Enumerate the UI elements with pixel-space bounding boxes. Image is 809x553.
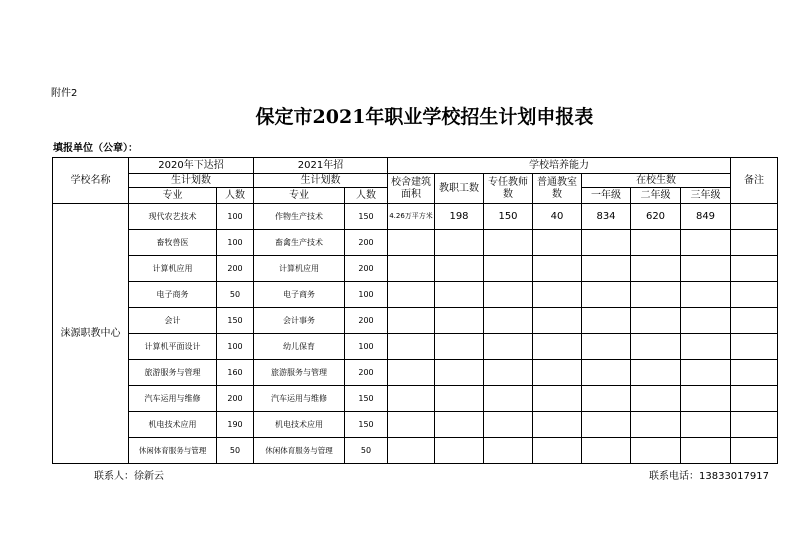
count-2021-cell: 100 bbox=[345, 282, 388, 308]
empty-cell bbox=[681, 282, 731, 308]
empty-cell bbox=[681, 308, 731, 334]
major-2020-cell: 现代农艺技术 bbox=[129, 204, 217, 230]
table-row bbox=[53, 282, 778, 308]
floor-area-value: 4.26万平方米 bbox=[388, 204, 435, 230]
empty-cell bbox=[533, 230, 582, 256]
empty-cell bbox=[484, 360, 533, 386]
empty-cell bbox=[388, 230, 435, 256]
count-2020-cell: 100 bbox=[217, 334, 254, 360]
empty-cell bbox=[484, 334, 533, 360]
count-2021-cell: 150 bbox=[345, 412, 388, 438]
empty-cell bbox=[681, 386, 731, 412]
empty-cell bbox=[731, 282, 778, 308]
empty-cell bbox=[582, 334, 631, 360]
count-2020-cell: 50 bbox=[217, 282, 254, 308]
empty-cell bbox=[681, 256, 731, 282]
count-2021-cell: 50 bbox=[345, 438, 388, 464]
major-2021-cell: 汽车运用与维修 bbox=[254, 386, 345, 412]
empty-cell bbox=[388, 334, 435, 360]
count-2020-cell: 50 bbox=[217, 438, 254, 464]
empty-cell bbox=[582, 230, 631, 256]
empty-cell bbox=[582, 256, 631, 282]
count-2021-cell: 150 bbox=[345, 386, 388, 412]
count-2020-cell: 100 bbox=[217, 204, 254, 230]
header-count-2021: 人数 bbox=[345, 188, 388, 204]
empty-cell bbox=[484, 308, 533, 334]
header-grade1: 一年级 bbox=[582, 188, 631, 204]
header-plan-2020: 2020年下达招 bbox=[129, 158, 254, 174]
major-2021-cell: 幼儿保育 bbox=[254, 334, 345, 360]
contact-person: 联系人：徐新云 bbox=[94, 471, 164, 482]
major-2020-cell: 计算机平面设计 bbox=[129, 334, 217, 360]
empty-cell bbox=[631, 438, 681, 464]
staff-value: 198 bbox=[435, 204, 484, 230]
count-2020-cell: 150 bbox=[217, 308, 254, 334]
major-2021-cell: 旅游服务与管理 bbox=[254, 360, 345, 386]
empty-cell bbox=[533, 438, 582, 464]
school-name-cell: 涞源职教中心 bbox=[53, 204, 129, 464]
header-major-2021: 专业 bbox=[254, 188, 345, 204]
empty-cell bbox=[533, 386, 582, 412]
empty-cell bbox=[731, 308, 778, 334]
empty-cell bbox=[681, 438, 731, 464]
header-plan-2021: 2021年招 bbox=[254, 158, 388, 174]
empty-cell bbox=[631, 334, 681, 360]
empty-cell bbox=[388, 308, 435, 334]
header-teachers: 专任教师数 bbox=[484, 174, 533, 204]
major-2021-cell: 计算机应用 bbox=[254, 256, 345, 282]
count-2021-cell: 200 bbox=[345, 360, 388, 386]
count-2020-cell: 200 bbox=[217, 386, 254, 412]
empty-cell bbox=[731, 438, 778, 464]
count-2020-cell: 190 bbox=[217, 412, 254, 438]
major-2021-cell: 机电技术应用 bbox=[254, 412, 345, 438]
header-enroll-plan-2020: 生计划数 bbox=[129, 174, 254, 188]
empty-cell bbox=[631, 360, 681, 386]
contact-phone: 联系电话：13833017917 bbox=[649, 471, 769, 482]
empty-cell bbox=[631, 282, 681, 308]
empty-cell bbox=[631, 386, 681, 412]
major-2020-cell: 畜牧兽医 bbox=[129, 230, 217, 256]
empty-cell bbox=[484, 386, 533, 412]
empty-cell bbox=[731, 230, 778, 256]
empty-cell bbox=[388, 386, 435, 412]
empty-cell bbox=[533, 412, 582, 438]
empty-cell bbox=[388, 438, 435, 464]
empty-cell bbox=[435, 386, 484, 412]
count-2020-cell: 160 bbox=[217, 360, 254, 386]
table-row bbox=[53, 204, 778, 230]
empty-cell bbox=[533, 282, 582, 308]
empty-cell bbox=[731, 412, 778, 438]
empty-cell bbox=[484, 256, 533, 282]
major-2020-cell: 计算机应用 bbox=[129, 256, 217, 282]
header-remarks: 备注 bbox=[731, 158, 778, 204]
major-2021-cell: 电子商务 bbox=[254, 282, 345, 308]
major-2020-cell: 旅游服务与管理 bbox=[129, 360, 217, 386]
major-2021-cell: 畜禽生产技术 bbox=[254, 230, 345, 256]
major-2021-cell: 休闲体育服务与管理 bbox=[254, 438, 345, 464]
empty-cell bbox=[435, 438, 484, 464]
empty-cell bbox=[582, 438, 631, 464]
empty-cell bbox=[731, 386, 778, 412]
table-row bbox=[53, 308, 778, 334]
empty-cell bbox=[435, 230, 484, 256]
empty-cell bbox=[435, 256, 484, 282]
empty-cell bbox=[631, 308, 681, 334]
header-school-name: 学校名称 bbox=[53, 158, 129, 204]
header-count-2020: 人数 bbox=[217, 188, 254, 204]
empty-cell bbox=[582, 360, 631, 386]
empty-cell bbox=[731, 360, 778, 386]
empty-cell bbox=[484, 438, 533, 464]
empty-cell bbox=[582, 412, 631, 438]
empty-cell bbox=[388, 412, 435, 438]
empty-cell bbox=[631, 256, 681, 282]
empty-cell bbox=[435, 360, 484, 386]
major-2020-cell: 会计 bbox=[129, 308, 217, 334]
major-2020-cell: 汽车运用与维修 bbox=[129, 386, 217, 412]
count-2021-cell: 100 bbox=[345, 334, 388, 360]
empty-cell bbox=[533, 308, 582, 334]
header-floor-area: 校舍建筑面积 bbox=[388, 174, 435, 204]
table-row bbox=[53, 230, 778, 256]
empty-cell bbox=[681, 360, 731, 386]
empty-cell bbox=[533, 334, 582, 360]
count-2021-cell: 200 bbox=[345, 230, 388, 256]
empty-cell bbox=[484, 412, 533, 438]
table-row bbox=[53, 412, 778, 438]
page-title: 保定市2021年职业学校招生计划申报表 bbox=[255, 106, 594, 128]
table-row bbox=[53, 360, 778, 386]
count-2021-cell: 150 bbox=[345, 204, 388, 230]
empty-cell bbox=[631, 230, 681, 256]
empty-cell bbox=[533, 360, 582, 386]
empty-cell bbox=[533, 256, 582, 282]
empty-cell bbox=[388, 360, 435, 386]
table-row bbox=[53, 386, 778, 412]
header-grade3: 三年级 bbox=[681, 188, 731, 204]
major-2020-cell: 休闲体育服务与管理 bbox=[129, 438, 217, 464]
header-students: 在校生数 bbox=[582, 174, 731, 188]
major-2021-cell: 会计事务 bbox=[254, 308, 345, 334]
empty-cell bbox=[582, 386, 631, 412]
header-grade2: 二年级 bbox=[631, 188, 681, 204]
unit-label: 填报单位（公章）： bbox=[53, 143, 138, 154]
empty-cell bbox=[731, 334, 778, 360]
empty-cell bbox=[681, 412, 731, 438]
empty-cell bbox=[484, 230, 533, 256]
grade3-value: 849 bbox=[681, 204, 731, 230]
empty-cell bbox=[582, 282, 631, 308]
empty-cell bbox=[435, 412, 484, 438]
empty-cell bbox=[484, 282, 533, 308]
empty-cell bbox=[435, 308, 484, 334]
major-2021-cell: 作物生产技术 bbox=[254, 204, 345, 230]
empty-cell bbox=[435, 334, 484, 360]
header-major-2020: 专业 bbox=[129, 188, 217, 204]
table-row bbox=[53, 334, 778, 360]
grade2-value: 620 bbox=[631, 204, 681, 230]
count-2021-cell: 200 bbox=[345, 308, 388, 334]
enrollment-plan-table bbox=[52, 157, 778, 464]
header-enroll-plan-2021: 生计划数 bbox=[254, 174, 388, 188]
table-row bbox=[53, 256, 778, 282]
header-staff: 教职工数 bbox=[435, 174, 484, 204]
grade1-value: 834 bbox=[582, 204, 631, 230]
empty-cell bbox=[631, 412, 681, 438]
empty-cell bbox=[435, 282, 484, 308]
empty-cell bbox=[388, 282, 435, 308]
empty-cell bbox=[388, 256, 435, 282]
count-2020-cell: 200 bbox=[217, 256, 254, 282]
count-2020-cell: 100 bbox=[217, 230, 254, 256]
teachers-value: 150 bbox=[484, 204, 533, 230]
empty-cell bbox=[681, 334, 731, 360]
classrooms-value: 40 bbox=[533, 204, 582, 230]
major-2020-cell: 电子商务 bbox=[129, 282, 217, 308]
major-2020-cell: 机电技术应用 bbox=[129, 412, 217, 438]
empty-cell bbox=[582, 308, 631, 334]
empty-cell bbox=[731, 256, 778, 282]
table-row bbox=[53, 438, 778, 464]
header-capacity: 学校培养能力 bbox=[388, 158, 731, 174]
remarks-cell bbox=[731, 204, 778, 230]
header-classrooms: 普通教室数 bbox=[533, 174, 582, 204]
count-2021-cell: 200 bbox=[345, 256, 388, 282]
empty-cell bbox=[681, 230, 731, 256]
annex-label: 附件2 bbox=[51, 88, 78, 99]
